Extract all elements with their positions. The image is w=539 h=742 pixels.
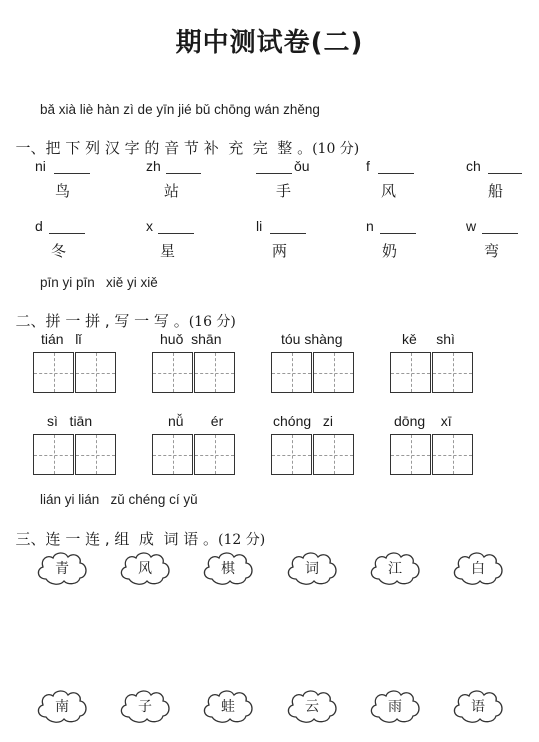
cloud-card-top[interactable] [284,548,340,588]
writing-box[interactable] [271,434,312,475]
section1-points: (10 分) [312,141,360,157]
writing-box[interactable] [432,434,473,475]
answer-blank[interactable] [166,173,201,174]
cloud-char: 棋 [221,561,235,577]
writing-box[interactable] [152,352,193,393]
cloud-card-bottom[interactable] [200,686,256,726]
answer-blank[interactable] [380,233,416,234]
writing-item [152,413,247,483]
writing-item [33,413,128,483]
writing-item [390,331,485,401]
answer-blank[interactable] [482,233,518,234]
fill-item [366,158,456,208]
hanzi: 冬 [51,242,67,260]
answer-blank[interactable] [378,173,414,174]
cloud-char: 语 [471,699,485,715]
cloud-char: 风 [138,561,152,577]
section3-heading-text: 三、连 一 连 , 组 成 词 语 。 [15,530,218,548]
answer-blank[interactable] [270,233,306,234]
section2-heading [6,292,236,331]
answer-blank[interactable] [158,233,194,234]
fill-item [256,218,346,268]
fill-item [35,158,125,208]
writing-item [33,331,128,401]
pinyin-prefix: n [366,218,374,234]
section1-heading-text: 一、把 下 列 汉 字 的 音 节 补 充 完 整 。 [15,139,313,157]
cloud-card-bottom[interactable] [450,686,506,726]
hanzi: 船 [488,182,504,200]
cloud-char: 子 [138,699,152,715]
cloud-char: 词 [305,561,319,577]
hanzi: 弯 [484,242,500,260]
fill-item [146,158,236,208]
word-pinyin: tóu shàng [281,331,343,347]
cloud-char: 青 [55,561,69,577]
cloud-card-top[interactable] [367,548,423,588]
cloud-card-top[interactable] [450,548,506,588]
fill-item [466,218,539,268]
cloud-card-top[interactable] [34,548,90,588]
writing-box[interactable] [390,352,431,393]
hanzi: 奶 [382,242,398,260]
pinyin-prefix: d [35,218,43,234]
pinyin-prefix: f [366,158,370,174]
section2-pinyin: pīn yi pīn xiě yi xiě [40,275,158,290]
writing-box[interactable] [313,352,354,393]
hanzi: 手 [276,182,292,200]
writing-box[interactable] [33,352,74,393]
section3-pinyin: lián yi lián zǔ chéng cí yǔ [40,492,198,507]
writing-box[interactable] [75,352,116,393]
writing-item [390,413,485,483]
hanzi: 两 [272,242,288,260]
word-pinyin: huǒ shān [160,331,222,347]
writing-box[interactable] [194,434,235,475]
page-title: 期中测试卷(二) [175,28,364,58]
writing-box[interactable] [432,352,473,393]
section1-heading [6,119,359,158]
writing-box[interactable] [33,434,74,475]
writing-item [152,331,247,401]
hanzi: 鸟 [55,182,71,200]
section3-points: (12 分) [218,532,266,548]
writing-box[interactable] [313,434,354,475]
cloud-char: 雨 [388,699,402,715]
cloud-card-top[interactable] [200,548,256,588]
word-pinyin: chóng zi [273,413,333,429]
section2-heading-text: 二、拼 一 拼 , 写 一 写 。 [15,312,189,330]
answer-blank[interactable] [49,233,85,234]
pinyin-prefix: li [256,218,263,234]
fill-item [35,218,125,268]
section2-points: (16 分) [188,314,236,330]
answer-blank[interactable] [256,173,292,174]
pinyin-prefix: zh [146,158,161,174]
cloud-char: 云 [305,699,319,715]
fill-item [466,158,539,208]
hanzi: 站 [164,182,180,200]
pinyin-prefix: ch [466,158,481,174]
section3-heading [6,510,265,549]
section1-pinyin: bǎ xià liè hàn zì de yīn jié bǔ chōng wán zhěng [40,102,320,117]
writing-box[interactable] [75,434,116,475]
pinyin-prefix: w [466,218,477,234]
cloud-char: 江 [388,561,402,577]
fill-item [256,158,346,208]
writing-box[interactable] [271,352,312,393]
cloud-card-top[interactable] [117,548,173,588]
pinyin-prefix: x [146,218,153,234]
answer-blank[interactable] [54,173,90,174]
cloud-card-bottom[interactable] [34,686,90,726]
word-pinyin: dōng xī [394,413,452,429]
answer-blank[interactable] [488,173,522,174]
hanzi: 风 [381,182,397,200]
word-pinyin: tián lǐ [41,331,82,347]
writing-box[interactable] [194,352,235,393]
word-pinyin: sì tiān [47,413,93,429]
writing-box[interactable] [152,434,193,475]
writing-item [271,413,366,483]
hanzi: 星 [160,242,176,260]
word-pinyin: nǚ ér [168,413,224,429]
cloud-char: 白 [471,561,485,577]
writing-item [271,331,366,401]
pinyin-prefix: ni [35,158,46,174]
cloud-card-bottom[interactable] [284,686,340,726]
fill-item [146,218,236,268]
cloud-card-bottom[interactable] [117,686,173,726]
cloud-char: 蛙 [221,699,235,715]
cloud-card-bottom[interactable] [367,686,423,726]
writing-box[interactable] [390,434,431,475]
cloud-char: 南 [55,699,69,715]
word-pinyin: kě shì [402,331,455,347]
fill-item [366,218,456,268]
pinyin-suffix: ǒu [294,158,310,174]
